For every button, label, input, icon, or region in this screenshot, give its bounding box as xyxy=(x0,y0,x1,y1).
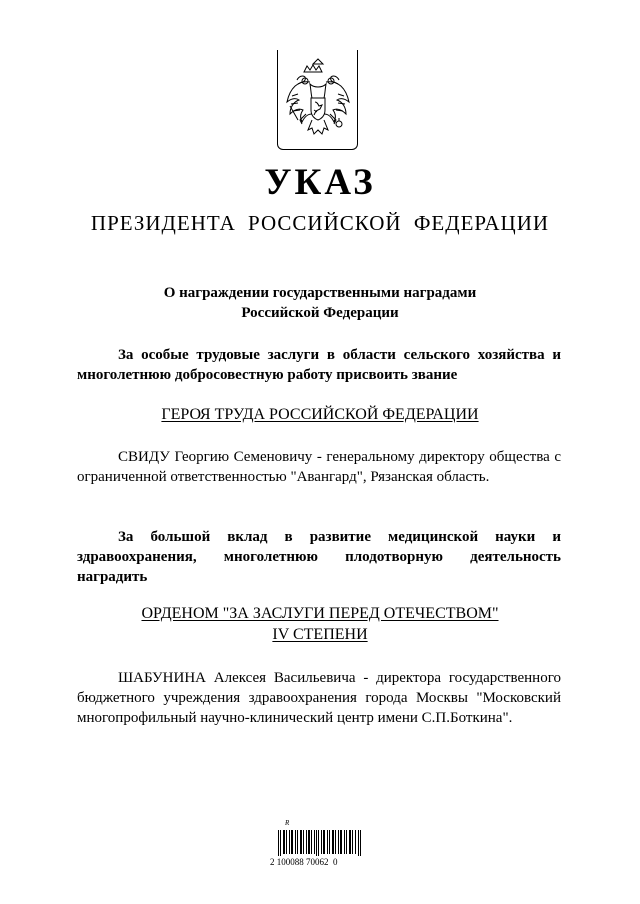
subject-line-2: Российской Федерации xyxy=(241,305,399,321)
section-1-preamble: За особые трудовые заслуги в области сельского хозяйства и многолетнюю добросовестную работу присвоить звание xyxy=(77,347,561,383)
section-1-award-title: ГЕРОЯ ТРУДА РОССИЙСКОЙ ФЕДЕРАЦИИ xyxy=(161,406,479,423)
decree-subtitle: ПРЕЗИДЕНТА РОССИЙСКОЙ ФЕДЕРАЦИИ xyxy=(90,211,550,235)
russian-coat-of-arms-icon xyxy=(284,58,352,142)
barcode-bars xyxy=(278,830,362,856)
section-2-recipient: ШАБУНИНА Алексея Васильевича - директора государственного бюджетного учреждения здравоохранения города Москвы "Московский многопрофильный научно-клинический центр имени С.П.Боткина". xyxy=(77,670,561,726)
decree-title: УКАЗ xyxy=(264,162,376,203)
section-2-award-title-line-1: ОРДЕНОМ "ЗА ЗАСЛУГИ ПЕРЕД ОТЕЧЕСТВОМ" xyxy=(141,605,499,622)
subject-line-1: О награждении государственными наградами xyxy=(163,285,477,301)
section-2-preamble: За большой вклад в развитие медицинской науки и здравоохранения, многолетнюю плодотворную деятельность наградить xyxy=(77,529,561,585)
barcode-mark: Ɍ xyxy=(285,819,290,827)
barcode-number: 2 100088 70062 0 xyxy=(270,857,338,867)
section-1-recipient: СВИДУ Георгию Семеновичу - генеральному директору общества с ограниченной ответственностью "Авангард", Рязанская область. xyxy=(77,449,561,485)
coat-of-arms-frame xyxy=(277,50,358,150)
section-2-award-title-line-2: IV СТЕПЕНИ xyxy=(272,626,368,643)
decree-subject xyxy=(0,283,640,323)
